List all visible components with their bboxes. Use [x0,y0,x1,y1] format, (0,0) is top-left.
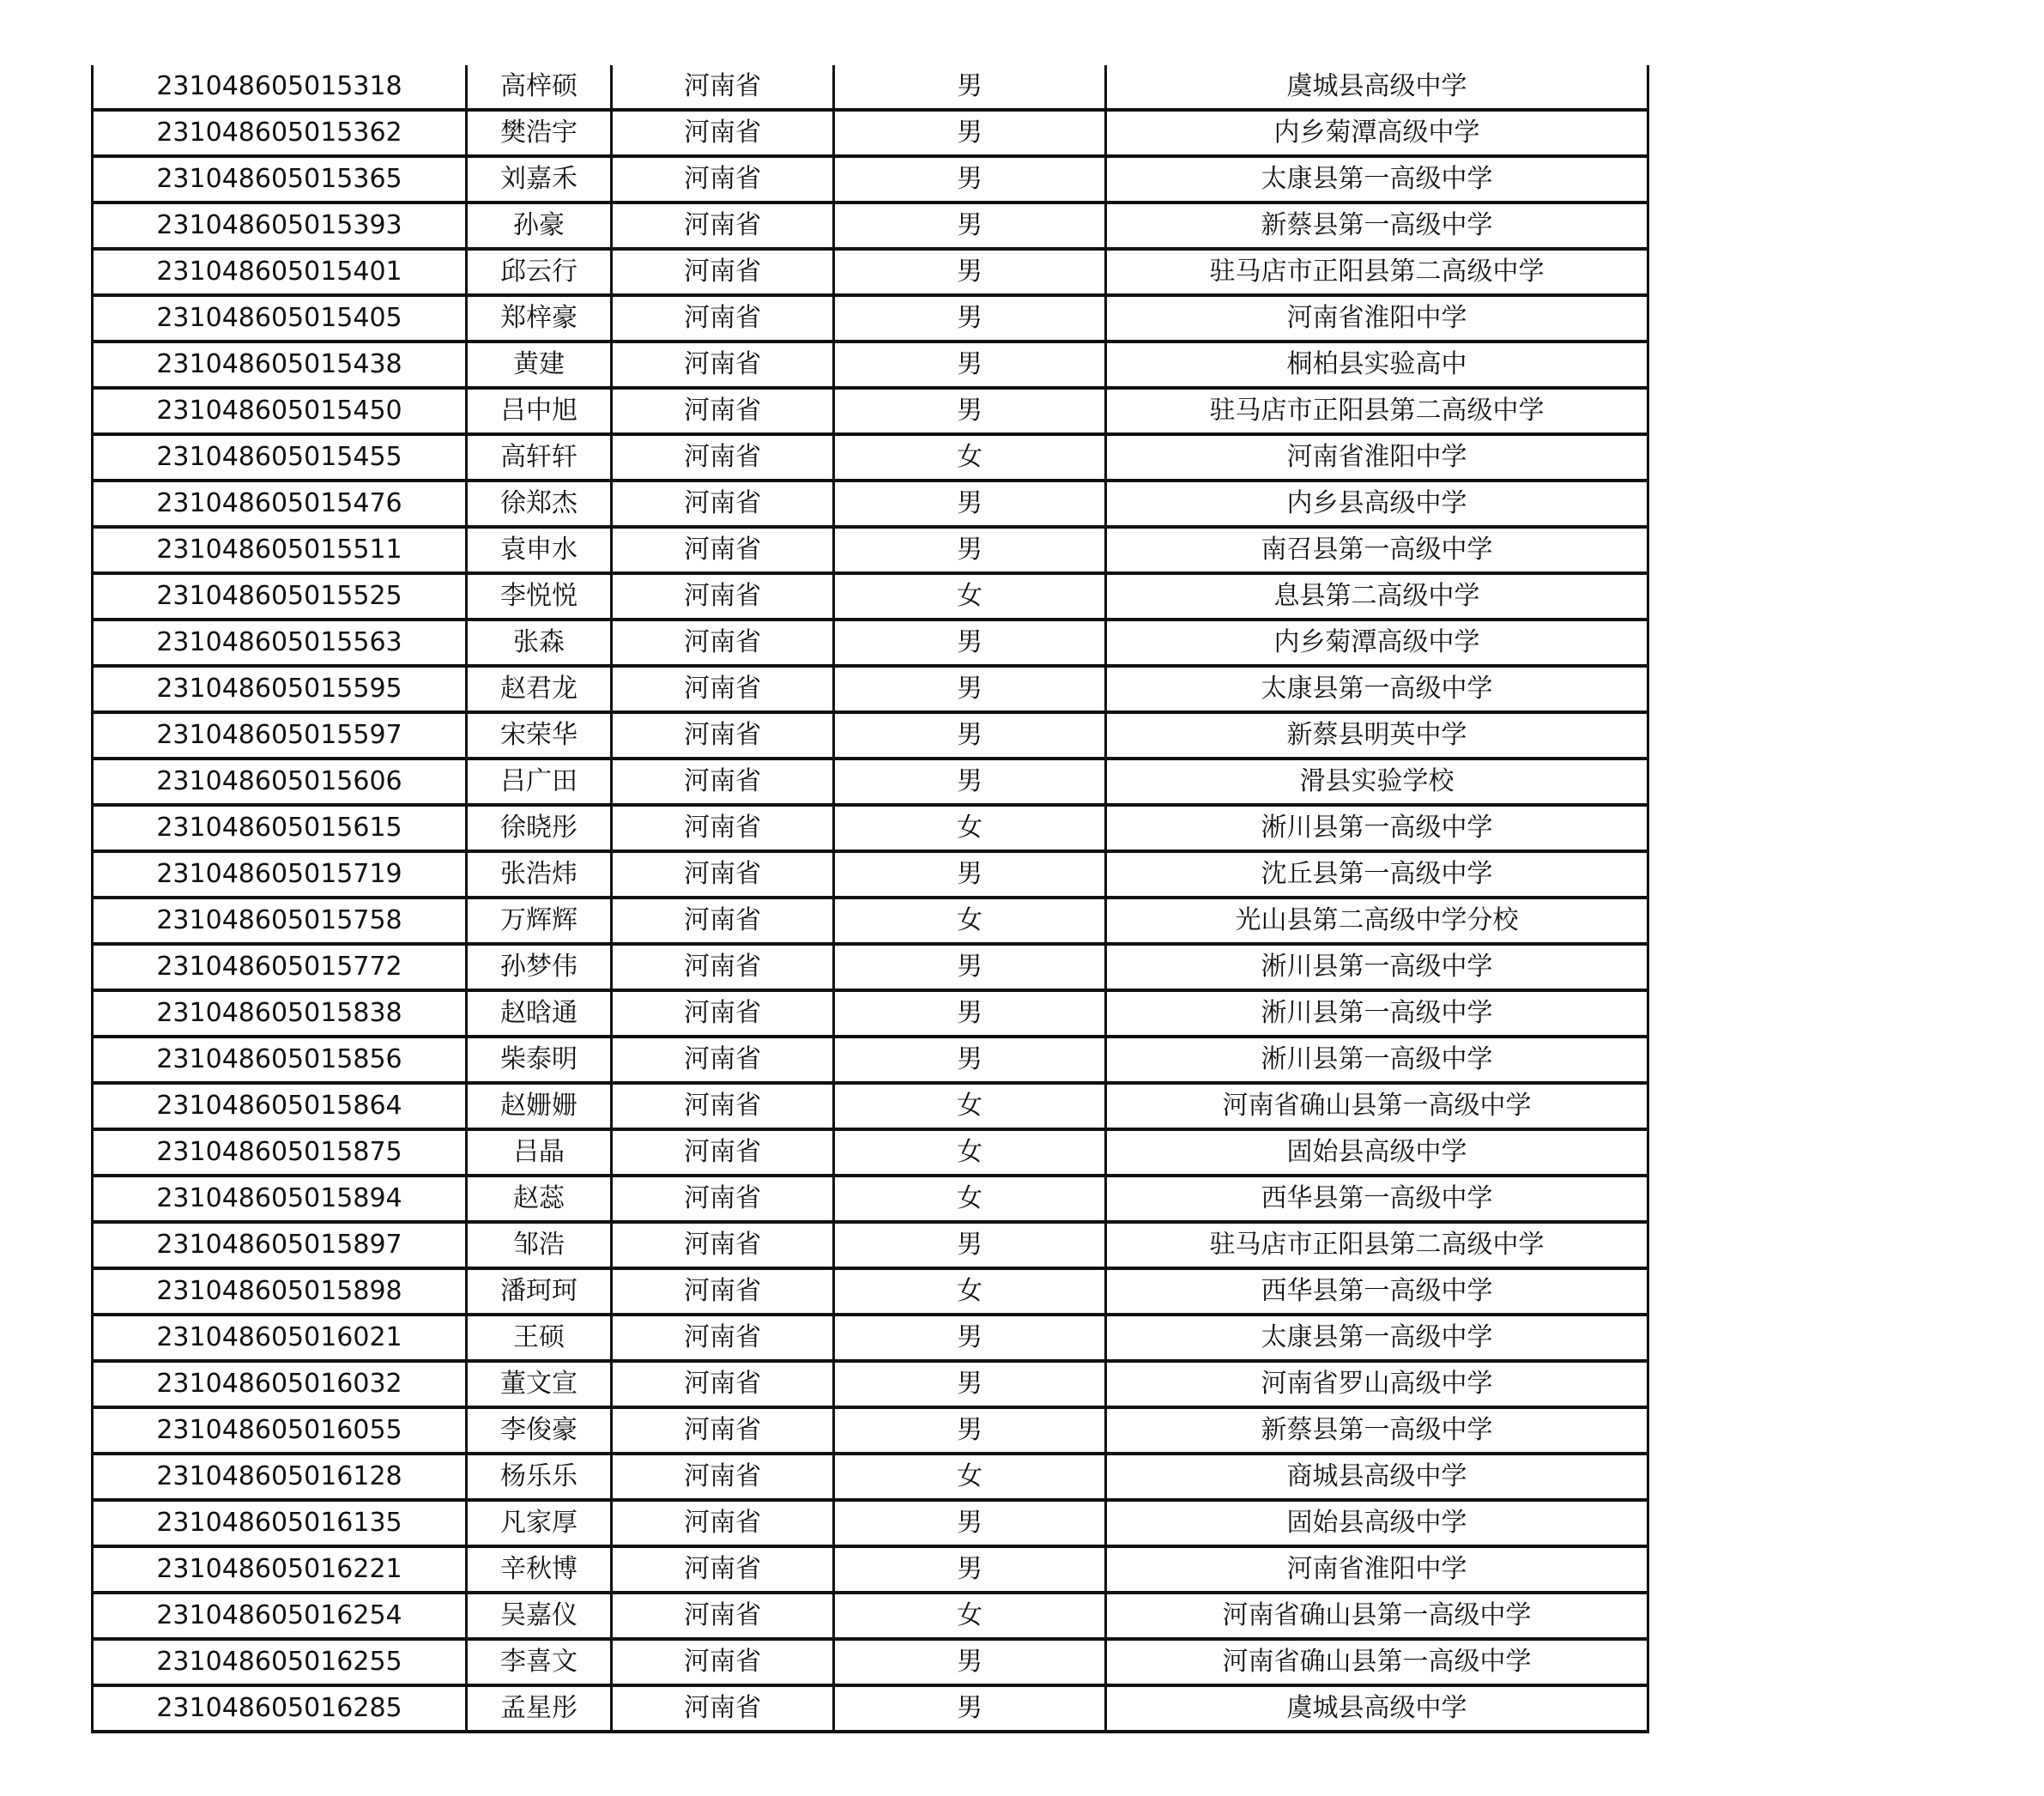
cell-gender: 男 [834,620,1106,666]
cell-province: 河南省 [612,527,834,573]
table-row [93,1361,1648,1407]
cell-province: 河南省 [612,666,834,712]
cell-gender: 男 [834,342,1106,388]
cell-id: 231048605015365 [93,156,467,203]
cell-name: 徐郑杰 [467,481,612,527]
table-row [93,1593,1648,1639]
cell-id: 231048605015318 [93,65,467,110]
cell-id: 231048605015455 [93,434,467,481]
cell-id: 231048605015595 [93,666,467,712]
table-row [93,1407,1648,1454]
cell-province: 河南省 [612,1593,834,1639]
cell-school: 太康县第一高级中学 [1106,666,1648,712]
cell-id: 231048605015606 [93,759,467,805]
cell-id: 231048605016285 [93,1685,467,1732]
cell-id: 231048605015450 [93,388,467,434]
cell-id: 231048605015719 [93,851,467,898]
cell-school: 河南省罗山高级中学 [1106,1361,1648,1407]
roster-table [91,65,1649,1733]
cell-province: 河南省 [612,1546,834,1593]
cell-name: 孟星彤 [467,1685,612,1732]
cell-school: 南召县第一高级中学 [1106,527,1648,573]
cell-school: 新蔡县第一高级中学 [1106,1407,1648,1454]
cell-province: 河南省 [612,295,834,342]
cell-name: 邱云行 [467,249,612,295]
table-row [93,1454,1648,1500]
cell-gender: 男 [834,666,1106,712]
cell-gender: 男 [834,712,1106,759]
cell-gender: 男 [834,65,1106,110]
cell-name: 凡家厚 [467,1500,612,1546]
cell-name: 刘嘉禾 [467,156,612,203]
cell-name: 柴泰明 [467,1037,612,1083]
cell-id: 231048605016221 [93,1546,467,1593]
cell-name: 高轩轩 [467,434,612,481]
table-row [93,851,1648,898]
cell-school: 桐柏县实验高中 [1106,342,1648,388]
cell-id: 231048605016021 [93,1315,467,1361]
cell-name: 潘珂珂 [467,1268,612,1315]
cell-school: 河南省淮阳中学 [1106,434,1648,481]
cell-school: 商城县高级中学 [1106,1454,1648,1500]
cell-gender: 男 [834,1639,1106,1685]
cell-gender: 男 [834,944,1106,990]
cell-school: 内乡县高级中学 [1106,481,1648,527]
cell-id: 231048605015476 [93,481,467,527]
cell-school: 息县第二高级中学 [1106,573,1648,620]
cell-province: 河南省 [612,1500,834,1546]
cell-name: 李俊豪 [467,1407,612,1454]
table-row [93,944,1648,990]
cell-name: 王硕 [467,1315,612,1361]
cell-id: 231048605015438 [93,342,467,388]
cell-province: 河南省 [612,1176,834,1222]
cell-name: 袁申水 [467,527,612,573]
table-row [93,249,1648,295]
cell-school: 太康县第一高级中学 [1106,1315,1648,1361]
cell-name: 徐晓彤 [467,805,612,851]
cell-province: 河南省 [612,759,834,805]
cell-name: 宋荣华 [467,712,612,759]
cell-gender: 男 [834,1037,1106,1083]
cell-school: 内乡菊潭高级中学 [1106,110,1648,156]
cell-province: 河南省 [612,990,834,1037]
cell-gender: 男 [834,1222,1106,1268]
roster-body [93,65,1648,1732]
cell-province: 河南省 [612,1222,834,1268]
cell-name: 吕晶 [467,1129,612,1176]
cell-province: 河南省 [612,1361,834,1407]
cell-gender: 女 [834,898,1106,944]
cell-id: 231048605015563 [93,620,467,666]
table-row [93,1129,1648,1176]
cell-gender: 男 [834,1685,1106,1732]
cell-name: 辛秋博 [467,1546,612,1593]
cell-province: 河南省 [612,1454,834,1500]
cell-school: 太康县第一高级中学 [1106,156,1648,203]
cell-province: 河南省 [612,1407,834,1454]
cell-school: 虞城县高级中学 [1106,1685,1648,1732]
cell-gender: 男 [834,1361,1106,1407]
cell-id: 231048605015856 [93,1037,467,1083]
cell-province: 河南省 [612,1268,834,1315]
cell-school: 滑县实验学校 [1106,759,1648,805]
table-row [93,1685,1648,1732]
cell-school: 光山县第二高级中学分校 [1106,898,1648,944]
cell-school: 沈丘县第一高级中学 [1106,851,1648,898]
cell-id: 231048605015838 [93,990,467,1037]
cell-gender: 男 [834,1546,1106,1593]
table-row [93,342,1648,388]
cell-gender: 男 [834,481,1106,527]
cell-name: 吴嘉仪 [467,1593,612,1639]
table-row [93,1222,1648,1268]
cell-gender: 女 [834,434,1106,481]
table-row [93,805,1648,851]
cell-province: 河南省 [612,110,834,156]
cell-province: 河南省 [612,203,834,249]
table-row [93,712,1648,759]
cell-gender: 男 [834,295,1106,342]
cell-name: 张森 [467,620,612,666]
cell-name: 邹浩 [467,1222,612,1268]
cell-province: 河南省 [612,898,834,944]
cell-id: 231048605016135 [93,1500,467,1546]
table-row [93,110,1648,156]
cell-gender: 男 [834,527,1106,573]
cell-id: 231048605015772 [93,944,467,990]
cell-name: 赵晗通 [467,990,612,1037]
cell-province: 河南省 [612,851,834,898]
cell-id: 231048605015525 [93,573,467,620]
cell-province: 河南省 [612,1685,834,1732]
table-row [93,759,1648,805]
cell-gender: 男 [834,156,1106,203]
cell-name: 李悦悦 [467,573,612,620]
cell-gender: 女 [834,1083,1106,1129]
cell-name: 吕广田 [467,759,612,805]
cell-school: 内乡菊潭高级中学 [1106,620,1648,666]
cell-province: 河南省 [612,434,834,481]
cell-school: 河南省确山县第一高级中学 [1106,1083,1648,1129]
table-row [93,1500,1648,1546]
table-row [93,898,1648,944]
table-row [93,65,1648,110]
table-row [93,666,1648,712]
cell-id: 231048605015758 [93,898,467,944]
table-row [93,1268,1648,1315]
table-row [93,434,1648,481]
table-row [93,156,1648,203]
cell-name: 黄建 [467,342,612,388]
cell-id: 231048605016128 [93,1454,467,1500]
cell-gender: 男 [834,203,1106,249]
cell-id: 231048605015894 [93,1176,467,1222]
cell-school: 河南省确山县第一高级中学 [1106,1639,1648,1685]
cell-school: 河南省确山县第一高级中学 [1106,1593,1648,1639]
cell-province: 河南省 [612,1129,834,1176]
table-row [93,388,1648,434]
cell-id: 231048605015401 [93,249,467,295]
cell-id: 231048605015511 [93,527,467,573]
cell-name: 赵君龙 [467,666,612,712]
cell-id: 231048605015405 [93,295,467,342]
table-row [93,573,1648,620]
cell-id: 231048605015897 [93,1222,467,1268]
cell-province: 河南省 [612,712,834,759]
cell-name: 高梓硕 [467,65,612,110]
cell-id: 231048605015615 [93,805,467,851]
cell-name: 孙梦伟 [467,944,612,990]
cell-school: 淅川县第一高级中学 [1106,990,1648,1037]
cell-gender: 男 [834,110,1106,156]
cell-school: 淅川县第一高级中学 [1106,944,1648,990]
cell-id: 231048605016254 [93,1593,467,1639]
table-row [93,481,1648,527]
cell-province: 河南省 [612,156,834,203]
cell-id: 231048605015393 [93,203,467,249]
table-row [93,990,1648,1037]
cell-gender: 女 [834,573,1106,620]
cell-province: 河南省 [612,342,834,388]
cell-gender: 男 [834,851,1106,898]
cell-school: 虞城县高级中学 [1106,65,1648,110]
cell-name: 郑梓豪 [467,295,612,342]
cell-id: 231048605015597 [93,712,467,759]
cell-school: 淅川县第一高级中学 [1106,805,1648,851]
cell-province: 河南省 [612,388,834,434]
cell-school: 西华县第一高级中学 [1106,1176,1648,1222]
cell-name: 李喜文 [467,1639,612,1685]
cell-name: 吕中旭 [467,388,612,434]
table-row [93,1176,1648,1222]
cell-gender: 女 [834,1268,1106,1315]
table-row [93,1546,1648,1593]
table-row [93,527,1648,573]
cell-name: 董文宣 [467,1361,612,1407]
cell-school: 驻马店市正阳县第二高级中学 [1106,249,1648,295]
table-row [93,1315,1648,1361]
cell-id: 231048605016055 [93,1407,467,1454]
cell-school: 驻马店市正阳县第二高级中学 [1106,388,1648,434]
cell-id: 231048605015362 [93,110,467,156]
table-row [93,620,1648,666]
cell-gender: 女 [834,1176,1106,1222]
cell-province: 河南省 [612,481,834,527]
cell-name: 樊浩宇 [467,110,612,156]
cell-province: 河南省 [612,1083,834,1129]
cell-school: 河南省淮阳中学 [1106,295,1648,342]
cell-name: 赵姗姗 [467,1083,612,1129]
cell-province: 河南省 [612,1037,834,1083]
cell-name: 孙豪 [467,203,612,249]
cell-gender: 男 [834,388,1106,434]
cell-name: 杨乐乐 [467,1454,612,1500]
cell-name: 万辉辉 [467,898,612,944]
cell-school: 河南省淮阳中学 [1106,1546,1648,1593]
cell-name: 赵蕊 [467,1176,612,1222]
cell-province: 河南省 [612,249,834,295]
cell-gender: 女 [834,1129,1106,1176]
cell-gender: 女 [834,1593,1106,1639]
cell-id: 231048605016255 [93,1639,467,1685]
cell-school: 固始县高级中学 [1106,1129,1648,1176]
cell-school: 西华县第一高级中学 [1106,1268,1648,1315]
cell-province: 河南省 [612,805,834,851]
cell-school: 驻马店市正阳县第二高级中学 [1106,1222,1648,1268]
cell-id: 231048605015898 [93,1268,467,1315]
cell-gender: 女 [834,805,1106,851]
cell-province: 河南省 [612,620,834,666]
cell-gender: 男 [834,249,1106,295]
cell-gender: 男 [834,759,1106,805]
table-row [93,1037,1648,1083]
cell-gender: 男 [834,1500,1106,1546]
cell-school: 淅川县第一高级中学 [1106,1037,1648,1083]
table-row [93,295,1648,342]
cell-gender: 女 [834,1454,1106,1500]
roster-sheet [91,65,1649,1733]
cell-school: 新蔡县明英中学 [1106,712,1648,759]
table-row [93,1083,1648,1129]
cell-gender: 男 [834,1315,1106,1361]
cell-gender: 男 [834,1407,1106,1454]
cell-id: 231048605015875 [93,1129,467,1176]
table-row [93,203,1648,249]
cell-id: 231048605015864 [93,1083,467,1129]
cell-province: 河南省 [612,1639,834,1685]
cell-school: 新蔡县第一高级中学 [1106,203,1648,249]
cell-gender: 男 [834,990,1106,1037]
table-row [93,1639,1648,1685]
cell-name: 张浩炜 [467,851,612,898]
cell-province: 河南省 [612,1315,834,1361]
cell-school: 固始县高级中学 [1106,1500,1648,1546]
cell-province: 河南省 [612,944,834,990]
cell-id: 231048605016032 [93,1361,467,1407]
cell-province: 河南省 [612,65,834,110]
cell-province: 河南省 [612,573,834,620]
